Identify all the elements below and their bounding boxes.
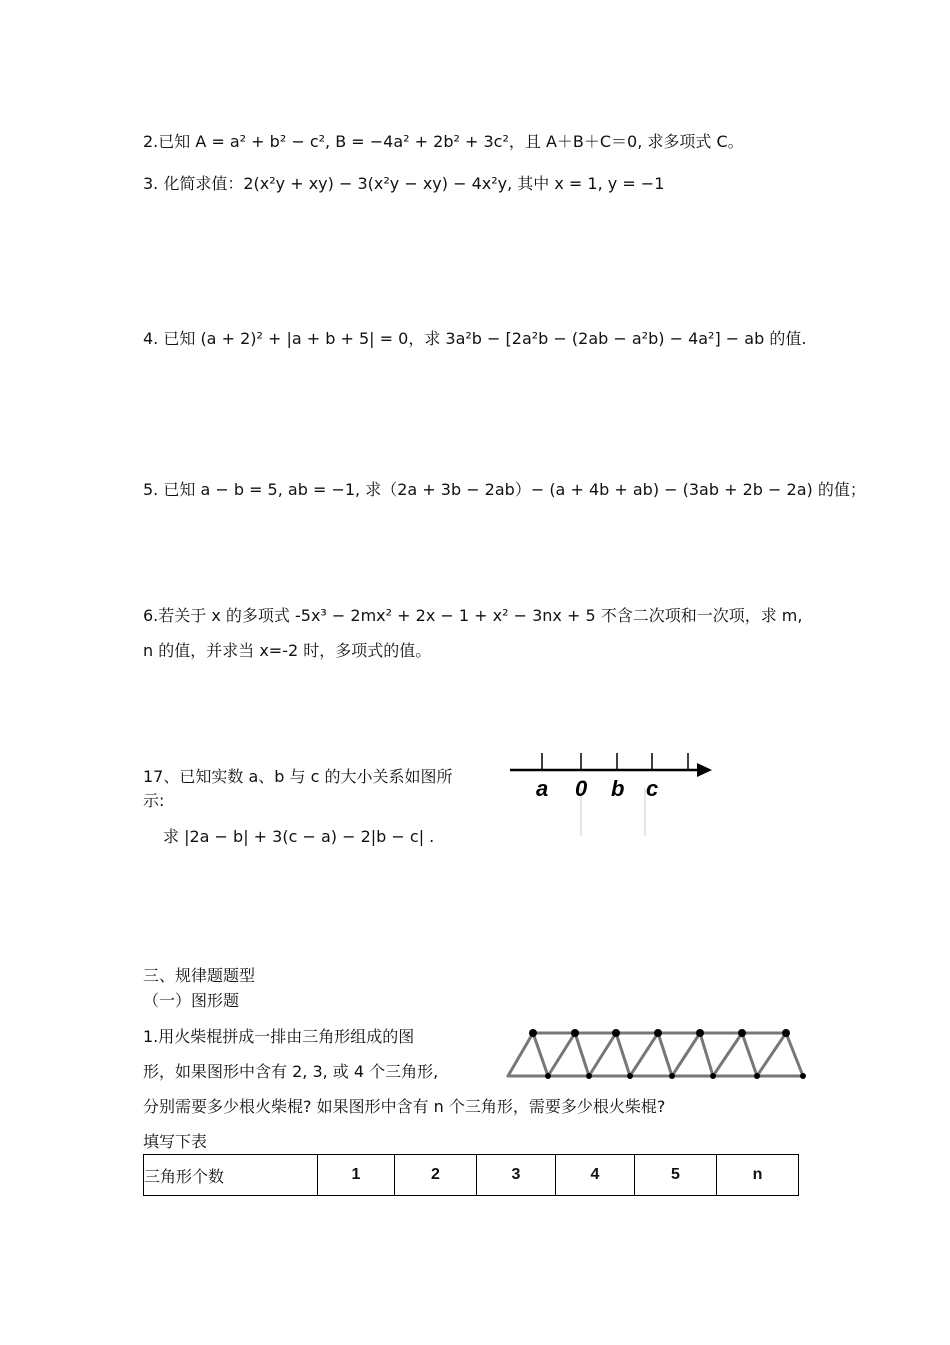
problem-2: 2.已知 A = a² + b² − c², B = −4a² + 2b² + 3c²，且 A＋B＋C＝0, 求多项式 C。 xyxy=(143,132,744,151)
table-cell: 2 xyxy=(395,1155,477,1196)
number-line-label-c: c xyxy=(646,776,659,801)
problem-4: 4. 已知 (a + 2)² + |a + b + 5| = 0，求 3a²b − [2a²b − (2ab − a²b) − 4a²] − ab 的值. xyxy=(143,329,807,348)
problem-17-line-1b: 示: xyxy=(143,791,165,810)
table-row xyxy=(144,1155,799,1196)
problem-17-line-1a: 17、已知实数 a、b 与 c 的大小关系如图所 xyxy=(143,767,453,786)
number-line-label-a: a xyxy=(536,776,549,801)
problem-17-line-2: 求 |2a − b| + 3(c − a) − 2|b − c| . xyxy=(163,827,435,846)
problem-5: 5. 已知 a − b = 5, ab = −1, 求（2a + 3b − 2ab）− (a + 4b + ab) − (3ab + 2b − 2a) 的值； xyxy=(143,480,866,499)
problem-3: 3. 化简求值：2(x²y + xy) − 3(x²y − xy) − 4x²y, 其中 x = 1, y = −1 xyxy=(143,174,665,193)
pattern-problem-line-1: 1.用火柴棍拼成一排由三角形组成的图 xyxy=(143,1027,415,1046)
section-title: 三、规律题题型 xyxy=(143,966,256,985)
pattern-problem-line-2: 形，如果图形中含有 2, 3, 或 4 个三角形, xyxy=(143,1062,439,1081)
table-header-cell: 三角形个数 xyxy=(144,1155,318,1196)
table-cell: 1 xyxy=(318,1155,395,1196)
table-cell: 3 xyxy=(477,1155,556,1196)
triangle-count-table xyxy=(143,1154,799,1196)
pattern-problem-line-3: 分别需要多少根火柴棍? 如果图形中含有 n 个三角形，需要多少根火柴棍? xyxy=(143,1097,666,1116)
table-cell: 4 xyxy=(556,1155,635,1196)
table-cell: n xyxy=(717,1155,799,1196)
problem-6-line-1: 6.若关于 x 的多项式 -5x³ − 2mx² + 2x − 1 + x² − 3nx + 5 不含二次项和一次项，求 m, xyxy=(143,606,803,625)
matchstick-triangles-figure xyxy=(503,1025,808,1083)
number-line-label-0: 0 xyxy=(575,776,588,801)
number-line-label-b: b xyxy=(611,776,625,801)
number-line-figure xyxy=(505,748,725,838)
section-subtitle: （一）图形题 xyxy=(143,991,240,1010)
table-cell: 5 xyxy=(635,1155,717,1196)
problem-6-line-2: n 的值，并求当 x=-2 时，多项式的值。 xyxy=(143,641,432,660)
pattern-problem-line-4: 填写下表 xyxy=(143,1132,208,1151)
